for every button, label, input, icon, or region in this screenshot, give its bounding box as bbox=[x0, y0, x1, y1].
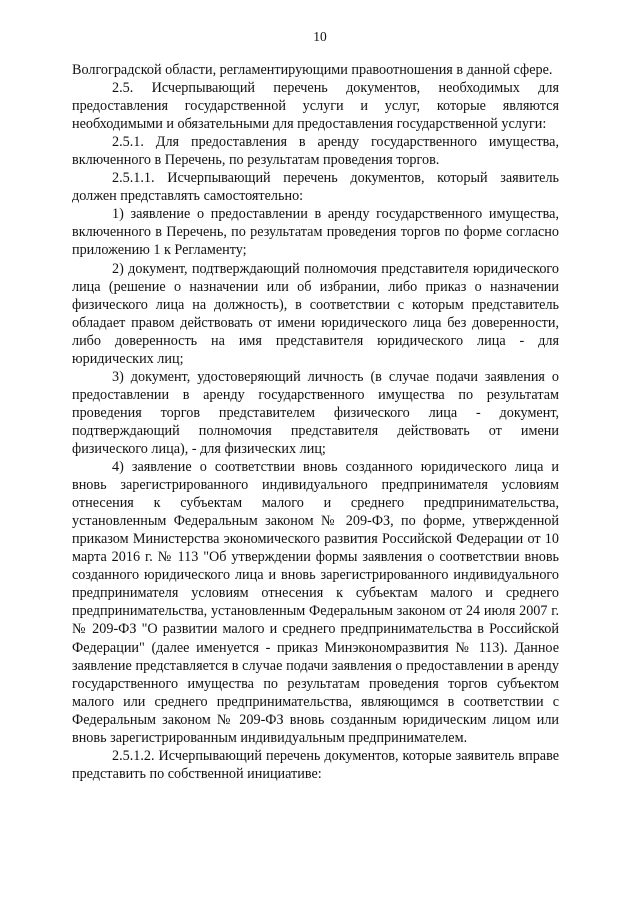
list-item-1: 1) заявление о предоставлении в аренду государственного имущества, включенного в Перечень, по результатам проведения торгов по форме согласно приложению 1 к Регламенту; bbox=[72, 206, 559, 259]
paragraph-2-5: 2.5. Исчерпывающий перечень документов, необходимых для предоставления государственной услуги и услуг, которые являются необходимыми и обязательными для предоставления государственной услуги: bbox=[72, 80, 559, 133]
paragraph-continuation: Волгоградской области, регламентирующими правоотношения в данной сфере. bbox=[72, 62, 553, 78]
list-item-2: 2) документ, подтверждающий полномочия представителя юридического лица (решение о назначении или об избрании, либо приказ о назначении физического лица на должность), в соответствии с которым представитель обладает правом действовать от имени юридического лица без доверенности, либо доверенность на имя представителя юридического лица - для юридических лиц; bbox=[72, 260, 559, 367]
paragraph-2-5-1-2: 2.5.1.2. Исчерпывающий перечень документов, которые заявитель вправе представить по собственной инициативе: bbox=[72, 747, 559, 782]
paragraph-2-5-1-1: 2.5.1.1. Исчерпывающий перечень документов, который заявитель должен представлять самостоятельно: bbox=[72, 170, 559, 205]
document-body bbox=[72, 61, 559, 783]
list-item-3: 3) документ, удостоверяющий личность (в случае подачи заявления о предоставлении в аренду государственного имущества по результатам проведения торгов представителем физического лица - документ, подтверждающий полномочия представителя действовать от имени физического лица), - для физических лиц; bbox=[72, 368, 559, 457]
list-item-4: 4) заявление о соответствии вновь созданного юридического лица и вновь зарегистрированного индивидуального предпринимателя условиям отнесения к субъектам малого и среднего предпринимательства, установленным Федеральным законом № 209-ФЗ, по форме, утвержденной приказом Министерства экономического развития Российской Федерации от 10 марта 2016 г. № 113 "Об утверждении формы заявления о соответствии вновь созданного юридического лица и вновь зарегистрированного индивидуального предпринимателя условиям отнесения к субъектам малого и среднего предпринимательства, установленным Федеральным законом от 24 июля 2007 г. № 209-ФЗ "О развитии малого и среднего предпринимательства в Российской Федерации" (далее именуется - приказ Минэкономразвития № 113). Данное заявление представляется в случае подачи заявления о предоставлении в аренду государственного имущества по результатам проведения торгов субъектом малого или среднего предпринимательства, являющимся в соответствии с Федеральным законом № 209-ФЗ вновь созданным юридическим лицом или вновь зарегистрированным индивидуальным предпринимателем. bbox=[72, 459, 559, 746]
paragraph-2-5-1: 2.5.1. Для предоставления в аренду государственного имущества, включенного в Перечень, по результатам проведения торгов. bbox=[72, 134, 559, 169]
page-number: 10 bbox=[313, 29, 327, 44]
